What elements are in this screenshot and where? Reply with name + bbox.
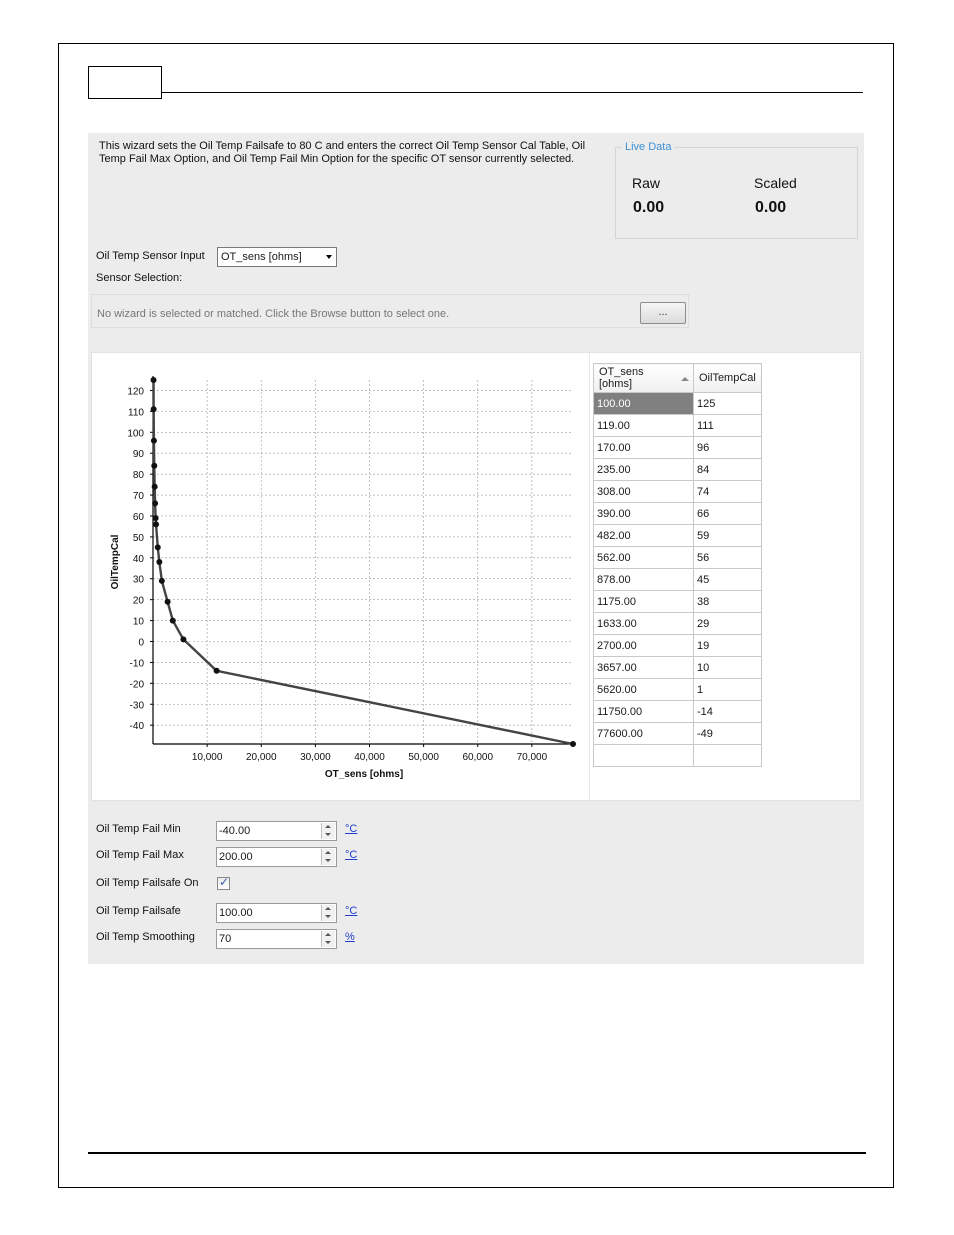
cell-ot-sens[interactable]: 878.00 xyxy=(594,569,694,591)
table-row[interactable] xyxy=(594,591,762,613)
y-axis-label: OilTempCal xyxy=(110,534,121,590)
cell-ot-sens[interactable]: 562.00 xyxy=(594,547,694,569)
stepper-buttons[interactable] xyxy=(321,931,335,947)
x-tick-label: 40,000 xyxy=(354,752,385,763)
data-point xyxy=(214,668,220,674)
table-row[interactable] xyxy=(594,701,762,723)
data-point xyxy=(151,377,157,383)
table-row[interactable] xyxy=(594,393,762,415)
fail-min-value: -40.00 xyxy=(219,825,251,837)
cell-ot-sens[interactable]: 3657.00 xyxy=(594,657,694,679)
table-new-row[interactable] xyxy=(594,745,762,767)
data-point xyxy=(159,578,165,584)
live-scaled-value: 0.00 xyxy=(755,199,787,216)
fail-min-stepper[interactable] xyxy=(216,821,337,841)
cell-oiltempcal[interactable]: 38 xyxy=(694,591,762,613)
data-point xyxy=(165,599,171,605)
cell-oiltempcal[interactable]: 125 xyxy=(694,393,762,415)
column-header-label: OT_sens [ohms] xyxy=(599,366,644,390)
cell-oiltempcal[interactable]: 74 xyxy=(694,481,762,503)
y-tick-label: 10 xyxy=(132,616,144,628)
y-tick-label: 70 xyxy=(132,491,144,503)
cell-oiltempcal[interactable]: 96 xyxy=(694,437,762,459)
cell-empty[interactable] xyxy=(694,745,762,767)
failsafe-label: Oil Temp Failsafe xyxy=(96,905,181,917)
calibration-table xyxy=(593,363,762,767)
data-point xyxy=(570,741,576,747)
x-tick-label: 20,000 xyxy=(245,752,277,763)
x-tick-label: 50,000 xyxy=(408,752,439,763)
column-header-ot-sens[interactable] xyxy=(594,364,694,393)
cell-oiltempcal[interactable]: 29 xyxy=(694,613,762,635)
data-point xyxy=(180,636,186,642)
footer-rule xyxy=(88,1152,866,1154)
cell-ot-sens[interactable]: 1175.00 xyxy=(594,591,694,613)
table-row[interactable] xyxy=(594,723,762,745)
smoothing-value: 70 xyxy=(219,933,232,945)
sensor-input-select[interactable] xyxy=(217,247,337,267)
cell-ot-sens[interactable]: 482.00 xyxy=(594,525,694,547)
calibration-chart xyxy=(92,353,592,800)
cell-oiltempcal[interactable]: 1 xyxy=(694,679,762,701)
cell-ot-sens[interactable]: 170.00 xyxy=(594,437,694,459)
live-raw-value: 0.00 xyxy=(633,199,665,216)
spin-down-icon[interactable] xyxy=(322,913,335,921)
header-box xyxy=(88,66,162,99)
table-row[interactable] xyxy=(594,437,762,459)
sensor-input-label: Oil Temp Sensor Input xyxy=(96,250,205,262)
x-tick-label: 70,000 xyxy=(516,752,548,763)
stepper-buttons[interactable] xyxy=(321,823,335,839)
fail-max-value: 200.00 xyxy=(219,851,253,863)
table-divider xyxy=(589,353,590,800)
failsafe-stepper[interactable] xyxy=(216,903,337,923)
table-row[interactable] xyxy=(594,547,762,569)
y-tick-label: 60 xyxy=(132,511,144,523)
table-row[interactable] xyxy=(594,635,762,657)
x-tick-label: 10,000 xyxy=(191,752,223,763)
cell-oiltempcal[interactable]: 59 xyxy=(694,525,762,547)
failsafe-unit-link[interactable]: °C xyxy=(345,905,358,917)
data-point xyxy=(155,544,161,550)
table-row[interactable] xyxy=(594,657,762,679)
y-tick-label: 20 xyxy=(132,595,144,607)
cell-ot-sens[interactable]: 119.00 xyxy=(594,415,694,437)
fail-min-unit-link[interactable]: °C xyxy=(345,823,358,835)
x-tick-label: 30,000 xyxy=(300,752,331,763)
cell-ot-sens[interactable]: 5620.00 xyxy=(594,679,694,701)
cell-oiltempcal[interactable]: -49 xyxy=(694,723,762,745)
table-row[interactable] xyxy=(594,481,762,503)
data-point xyxy=(152,484,158,490)
cell-oiltempcal[interactable]: 19 xyxy=(694,635,762,657)
y-tick-label: 110 xyxy=(128,407,144,419)
cell-oiltempcal[interactable]: 84 xyxy=(694,459,762,481)
data-point xyxy=(153,515,159,521)
x-axis-label: OT_sens [ohms] xyxy=(324,769,404,780)
spin-down-icon[interactable] xyxy=(322,939,335,947)
y-tick-label: 90 xyxy=(132,449,144,461)
cell-ot-sens[interactable]: 100.00 xyxy=(594,393,694,415)
data-point xyxy=(156,559,162,565)
y-tick-label: 0 xyxy=(138,637,144,649)
cell-oiltempcal[interactable]: 10 xyxy=(694,657,762,679)
y-tick-label: -10 xyxy=(129,658,144,670)
cell-ot-sens[interactable]: 2700.00 xyxy=(594,635,694,657)
browse-button[interactable]: ... xyxy=(640,302,686,324)
failsafe-on-label: Oil Temp Failsafe On xyxy=(96,877,199,889)
chevron-down-icon xyxy=(326,255,332,259)
table-row[interactable] xyxy=(594,415,762,437)
cell-oiltempcal[interactable]: 66 xyxy=(694,503,762,525)
smoothing-stepper[interactable] xyxy=(216,929,337,949)
stepper-buttons[interactable] xyxy=(321,849,335,865)
smoothing-unit-link[interactable]: % xyxy=(345,931,355,943)
cell-oiltempcal[interactable]: 111 xyxy=(694,415,762,437)
fail-max-label: Oil Temp Fail Max xyxy=(96,849,184,861)
fail-min-label: Oil Temp Fail Min xyxy=(96,823,181,835)
table-row[interactable] xyxy=(594,459,762,481)
stepper-buttons[interactable] xyxy=(321,905,335,921)
check-icon: ✓ xyxy=(219,875,230,889)
cell-ot-sens[interactable]: 235.00 xyxy=(594,459,694,481)
y-tick-label: 50 xyxy=(132,532,144,544)
table-row[interactable] xyxy=(594,503,762,525)
series-line xyxy=(154,380,573,744)
cell-ot-sens[interactable]: 390.00 xyxy=(594,503,694,525)
cell-empty[interactable] xyxy=(594,745,694,767)
live-raw-label: Raw xyxy=(632,175,661,191)
wizard-description: This wizard sets the Oil Temp Failsafe to 80 C and enters the correct Oil Temp Sensor Cal Table, Oil Temp Fail Max Option, and Oil Temp Fail Min Option for the specific OT sensor currently selected. xyxy=(99,140,586,165)
cell-oiltempcal[interactable]: 56 xyxy=(694,547,762,569)
data-point xyxy=(153,521,159,527)
cell-ot-sens[interactable]: 308.00 xyxy=(594,481,694,503)
table-row[interactable] xyxy=(594,569,762,591)
spin-down-icon[interactable] xyxy=(322,857,335,865)
y-tick-label: 40 xyxy=(132,553,144,565)
data-point xyxy=(151,463,157,469)
y-tick-label: -20 xyxy=(129,679,144,691)
cell-ot-sens[interactable]: 77600.00 xyxy=(594,723,694,745)
wizard-bar xyxy=(91,294,689,328)
smoothing-label: Oil Temp Smoothing xyxy=(96,931,195,943)
data-point xyxy=(151,406,157,412)
y-tick-label: 100 xyxy=(127,428,144,440)
table-row[interactable] xyxy=(594,613,762,635)
column-header-oiltempcal[interactable]: OilTempCal xyxy=(694,364,762,393)
live-data-group xyxy=(615,147,858,239)
cell-oiltempcal[interactable]: -14 xyxy=(694,701,762,723)
wizard-message: No wizard is selected or matched. Click the Browse button to select one. xyxy=(97,308,450,320)
data-point xyxy=(151,438,157,444)
wizard-panel xyxy=(88,133,864,964)
fail-max-stepper[interactable] xyxy=(216,847,337,867)
cell-ot-sens[interactable]: 11750.00 xyxy=(594,701,694,723)
data-point xyxy=(152,500,158,506)
fail-max-unit-link[interactable]: °C xyxy=(345,849,358,861)
sensor-input-value: OT_sens [ohms] xyxy=(221,251,302,263)
live-scaled-label: Scaled xyxy=(754,175,797,191)
y-tick-label: 30 xyxy=(132,574,144,586)
table-row[interactable] xyxy=(594,525,762,547)
x-tick-label: 60,000 xyxy=(462,752,494,763)
y-tick-label: -40 xyxy=(129,721,144,733)
cell-ot-sens[interactable]: 1633.00 xyxy=(594,613,694,635)
table-header-row xyxy=(594,364,762,393)
data-point xyxy=(170,618,176,624)
failsafe-value: 100.00 xyxy=(219,907,253,919)
table-row[interactable] xyxy=(594,679,762,701)
y-tick-label: -30 xyxy=(129,700,144,712)
sensor-selection-label: Sensor Selection: xyxy=(96,272,183,284)
live-data-title: Live Data xyxy=(622,141,674,153)
y-tick-label: 120 xyxy=(127,386,144,398)
failsafe-on-checkbox[interactable] xyxy=(217,877,230,890)
cell-oiltempcal[interactable]: 45 xyxy=(694,569,762,591)
sort-ascending-icon xyxy=(681,377,689,381)
spin-down-icon[interactable] xyxy=(322,831,335,839)
header-rule xyxy=(162,92,863,93)
y-tick-label: 80 xyxy=(132,470,144,482)
